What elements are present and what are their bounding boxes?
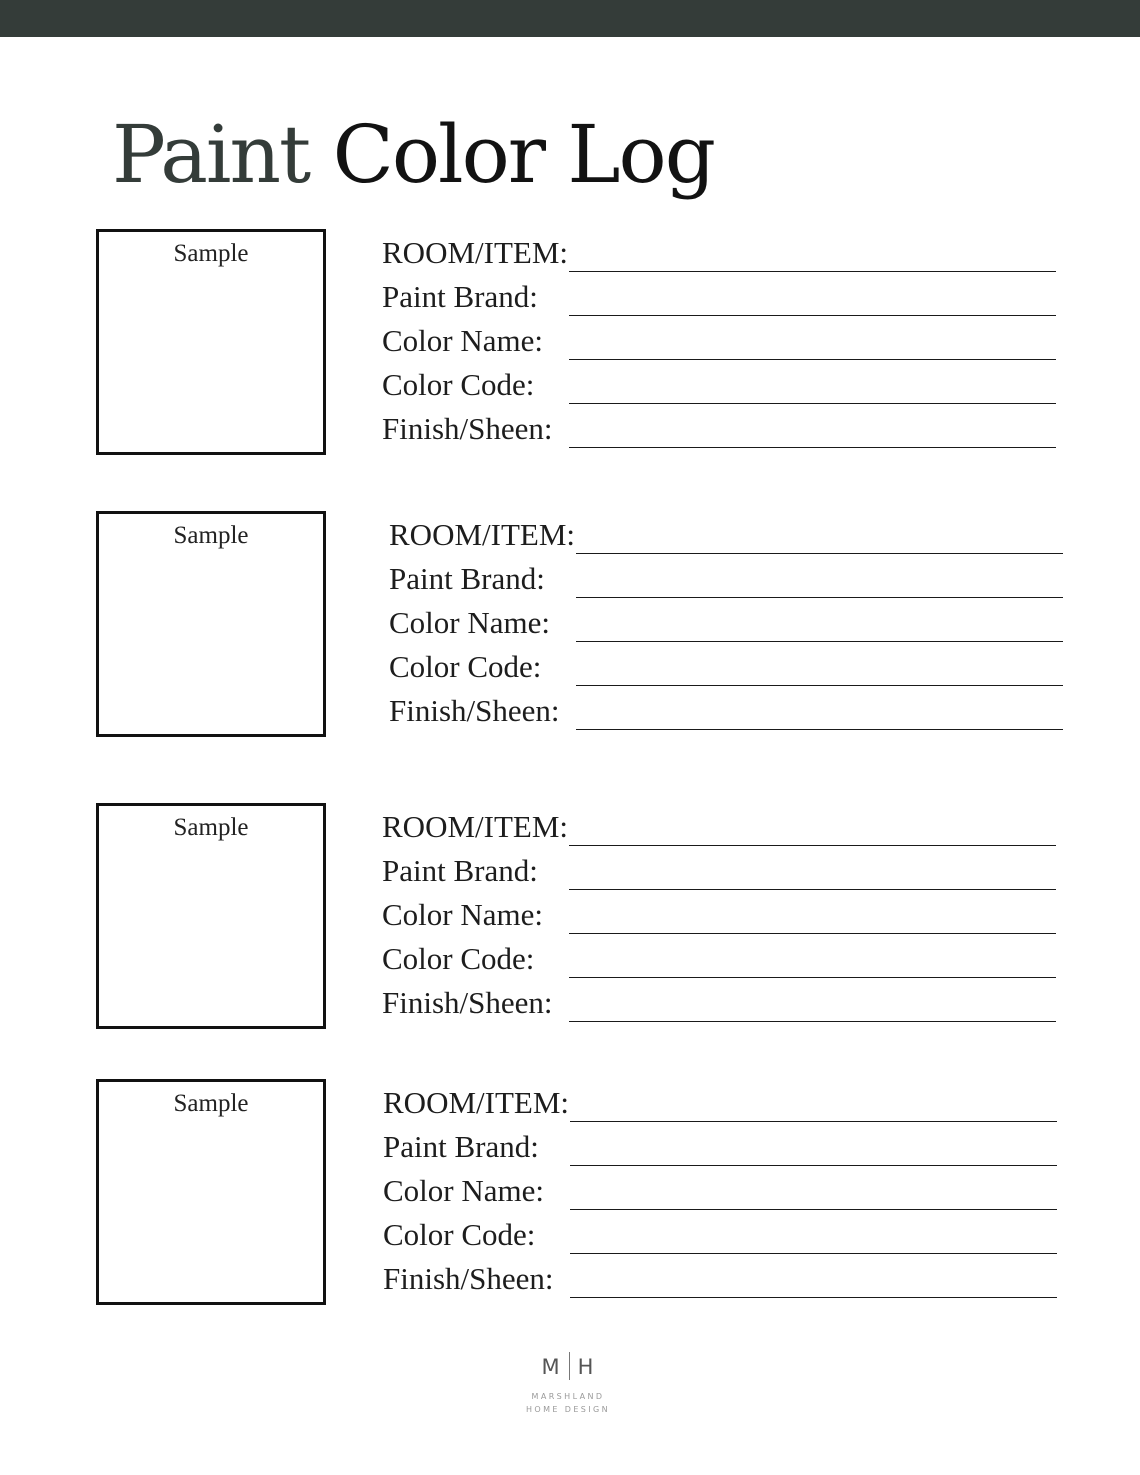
logo-letter-m: M xyxy=(541,1355,561,1379)
paint-entry-1 xyxy=(0,229,1140,469)
field-room-item xyxy=(383,1083,1073,1127)
field-label: ROOM/ITEM: xyxy=(389,517,575,552)
finish-sheen-blank[interactable] xyxy=(569,447,1056,448)
logo-monogram xyxy=(520,1352,616,1380)
color-name-blank[interactable] xyxy=(569,359,1056,360)
finish-sheen-blank[interactable] xyxy=(570,1297,1057,1298)
color-code-blank[interactable] xyxy=(569,977,1056,978)
paint-brand-blank[interactable] xyxy=(569,889,1056,890)
field-label: ROOM/ITEM: xyxy=(382,809,568,844)
field-paint-brand xyxy=(383,1127,1073,1171)
field-label: Color Code: xyxy=(389,649,542,684)
field-color-code xyxy=(389,647,1079,691)
logo-divider xyxy=(569,1352,570,1380)
paint-entry-3 xyxy=(0,803,1140,1043)
field-label: Finish/Sheen: xyxy=(382,985,553,1020)
paint-brand-blank[interactable] xyxy=(569,315,1056,316)
field-label: Color Name: xyxy=(389,605,550,640)
field-label: Color Name: xyxy=(383,1173,544,1208)
color-code-blank[interactable] xyxy=(569,403,1056,404)
field-color-code xyxy=(383,1215,1073,1259)
field-paint-brand xyxy=(389,559,1079,603)
page-title xyxy=(112,100,714,210)
room-item-blank[interactable] xyxy=(570,1121,1057,1122)
field-label: ROOM/ITEM: xyxy=(382,235,568,270)
field-color-name xyxy=(382,895,1072,939)
sample-swatch-box[interactable] xyxy=(96,803,326,1029)
field-room-item xyxy=(382,807,1072,851)
field-label: Paint Brand: xyxy=(382,279,538,314)
field-label: Color Name: xyxy=(382,897,543,932)
title-word-color-log: Color Log xyxy=(332,108,714,201)
entry-fields xyxy=(383,1083,1073,1303)
field-label: Color Code: xyxy=(383,1217,536,1252)
field-label: Paint Brand: xyxy=(382,853,538,888)
field-color-code xyxy=(382,939,1072,983)
finish-sheen-blank[interactable] xyxy=(569,1021,1056,1022)
color-name-blank[interactable] xyxy=(570,1209,1057,1210)
field-room-item xyxy=(389,515,1079,559)
field-label: Finish/Sheen: xyxy=(389,693,560,728)
sample-swatch-box[interactable] xyxy=(96,229,326,455)
finish-sheen-blank[interactable] xyxy=(576,729,1063,730)
paint-entry-4 xyxy=(0,1079,1140,1319)
field-label: Finish/Sheen: xyxy=(382,411,553,446)
sample-label: Sample xyxy=(173,240,249,267)
sample-swatch-box[interactable] xyxy=(96,1079,326,1305)
room-item-blank[interactable] xyxy=(569,271,1056,272)
logo-letter-h: H xyxy=(577,1355,595,1379)
entry-fields xyxy=(382,807,1072,1027)
field-room-item xyxy=(382,233,1072,277)
field-label: ROOM/ITEM: xyxy=(383,1085,569,1120)
sample-swatch-box[interactable] xyxy=(96,511,326,737)
field-paint-brand xyxy=(382,851,1072,895)
field-color-name xyxy=(383,1171,1073,1215)
field-label: Color Code: xyxy=(382,941,535,976)
color-name-blank[interactable] xyxy=(576,641,1063,642)
color-code-blank[interactable] xyxy=(570,1253,1057,1254)
field-finish-sheen xyxy=(382,983,1072,1027)
paint-brand-blank[interactable] xyxy=(570,1165,1057,1166)
title-word-paint: Paint xyxy=(112,108,310,201)
entry-fields xyxy=(382,233,1072,453)
brand-logo xyxy=(520,1352,616,1416)
field-label: Finish/Sheen: xyxy=(383,1261,554,1296)
field-label: Paint Brand: xyxy=(389,561,545,596)
field-label: Color Name: xyxy=(382,323,543,358)
field-finish-sheen xyxy=(382,409,1072,453)
sample-label: Sample xyxy=(173,1090,249,1117)
paint-brand-blank[interactable] xyxy=(576,597,1063,598)
field-color-name xyxy=(382,321,1072,365)
field-label: Paint Brand: xyxy=(383,1129,539,1164)
field-color-name xyxy=(389,603,1079,647)
field-color-code xyxy=(382,365,1072,409)
field-label: Color Code: xyxy=(382,367,535,402)
logo-line-2: HOME DESIGN xyxy=(525,1405,611,1414)
sample-label: Sample xyxy=(173,522,249,549)
sample-label: Sample xyxy=(173,814,249,841)
logo-line-1: MARSHLAND xyxy=(531,1392,605,1401)
room-item-blank[interactable] xyxy=(576,553,1063,554)
field-finish-sheen xyxy=(383,1259,1073,1303)
color-code-blank[interactable] xyxy=(576,685,1063,686)
header-bar xyxy=(0,0,1140,37)
color-name-blank[interactable] xyxy=(569,933,1056,934)
entry-fields xyxy=(389,515,1079,735)
room-item-blank[interactable] xyxy=(569,845,1056,846)
paint-entry-2 xyxy=(0,511,1140,751)
field-finish-sheen xyxy=(389,691,1079,735)
field-paint-brand xyxy=(382,277,1072,321)
